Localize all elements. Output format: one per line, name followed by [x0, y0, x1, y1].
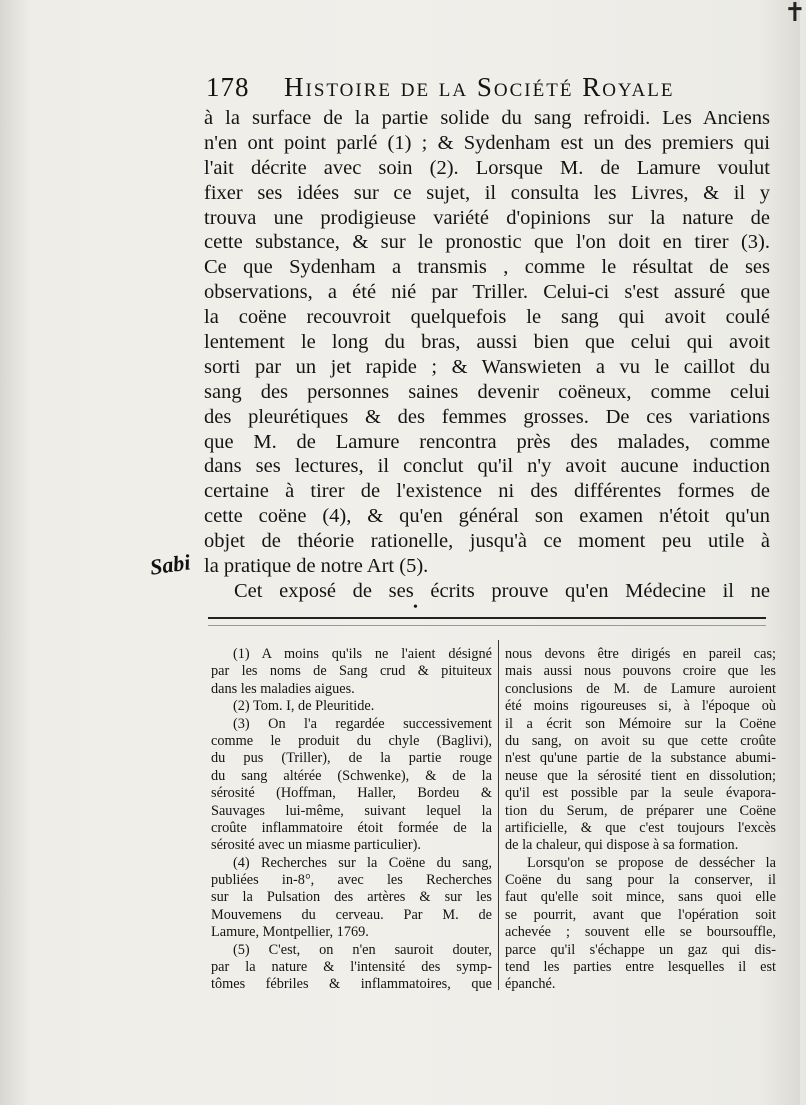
footnotes-left-column	[211, 646, 492, 994]
footnote-rule	[208, 617, 766, 619]
footnote-line: (1) A moins qu'ils ne l'aient désigné	[233, 646, 492, 662]
footnote-line: Mouvemens du cerveau. Par M. de	[211, 906, 492, 923]
text-line: trouva une prodigieuse variété d'opinions sur la nature de	[204, 206, 770, 229]
footnote-line: faut qu'elle soit mince, sans quoi elle	[505, 889, 776, 906]
footnote-line: mais aussi nous pouvons croire que les	[505, 663, 776, 680]
footnote-line: (2) Tom. I, de Pleuritide.	[233, 698, 375, 715]
text-line: que M. de Lamure rencontra près des malades, comme	[204, 430, 770, 453]
text-line: cette coëne (4), & qu'en général son examen n'étoit qu'un	[204, 505, 770, 528]
text-line: objet de théorie rationelle, jusqu'à ce moment peu utile à	[204, 530, 770, 553]
page-header	[206, 72, 766, 106]
footnote-line: sur la Pulsation des artères & sur les	[211, 889, 492, 906]
corner-mark: ✝	[784, 0, 806, 27]
footnote-line: artificielle, & que c'est toujours l'excès	[505, 819, 776, 836]
footnote-line: tend les parties entre lesquelles il est	[505, 959, 776, 976]
text-line: l'ait décrite avec soin (2). Lorsque M. de Lamure voulut	[204, 156, 770, 179]
text-line: des pleurétiques & des femmes grosses. De ces variations	[204, 405, 770, 428]
text-line: n'en ont point parlé (1) ; & Sydenham est un des premiers qui	[204, 131, 770, 154]
footnote-line: publiées in-8°, avec les Recherches	[211, 872, 492, 889]
footnote-line: conclusions de M. de Lamure auroient	[505, 680, 776, 697]
ink-dot: •	[413, 600, 418, 615]
footnote-line: Coëne du sang pour la conserver, il	[505, 872, 776, 889]
footnote-line: tion du Serum, de préparer une Coëne	[505, 802, 776, 819]
column-divider	[498, 640, 499, 990]
footnote-rule-secondary	[208, 625, 766, 626]
footnote-line: sérosité avec un miasme particulier).	[211, 837, 421, 854]
footnote-line: croûte inflammatoire étoit formée de la	[211, 819, 492, 836]
footnote-line: tômes fébriles & inflammatoires, que	[211, 976, 492, 993]
text-line: Cet exposé de ses écrits prouve qu'en Médecine il ne	[234, 579, 770, 602]
text-line: cette substance, & sur le pronostic que l'on doit en tirer (3).	[204, 231, 770, 254]
page-number: 178	[206, 72, 250, 102]
footnote-line: Lorsqu'on se propose de dessécher la	[527, 854, 776, 871]
footnote-line: se pourrit, avant que l'opération soit	[505, 906, 776, 923]
footnote-line: du sang, on avoit su que cette croûte	[505, 732, 776, 749]
text-line: la coëne recouvroit quelquefois le sang qui avoit coulé	[204, 306, 770, 329]
text-line: lentement le long du bras, aussi bien que celui qui avoit	[204, 331, 770, 354]
footnote-line: sérosité (Hoffman, Haller, Bordeu &	[211, 785, 492, 802]
text-line: observations, a été nié par Triller. Celui-ci s'est assuré que	[204, 281, 770, 304]
footnote-line: qu'il est possible par la seule évapora-	[505, 785, 776, 802]
footnote-line: (4) Recherches sur la Coëne du sang,	[233, 854, 492, 871]
footnote-line: dans les maladies aigues.	[211, 680, 355, 697]
text-line: fixer ses idées sur ce sujet, il consulta les Livres, & il y	[204, 181, 770, 204]
footnote-line: du sang altérée (Schwenke), & de la	[211, 767, 492, 784]
text-line: sang des personnes saines devenir coëneux, comme celui	[204, 380, 770, 403]
footnote-line: du pus (Triller), de la partie rouge	[211, 750, 492, 767]
text-line: à la surface de la partie solide du sang refroidi. Les Anciens	[204, 107, 770, 129]
footnote-line: neuse que la sérosité tient en dissolution;	[505, 767, 776, 784]
footnote-line: de la chaleur, qui dispose à sa formation.	[505, 837, 739, 854]
footnote-line: épanché.	[505, 976, 556, 993]
main-text	[204, 106, 770, 604]
footnote-line: il a écrit son Mémoire sur la Coëne	[505, 715, 776, 732]
text-line: sorti par un jet rapide ; & Wanswieten a vu le caillot du	[204, 355, 770, 378]
footnotes-right-column	[505, 646, 776, 994]
text-line: dans ses lectures, il conclut qu'il n'y avoit aucune induction	[204, 455, 770, 478]
footnote-line: parce qu'il s'échappe un gaz qui dis-	[505, 941, 776, 958]
footnote-line: achevée ; souvent elle se boursouffle,	[505, 924, 776, 941]
footnote-line: Lamure, Montpellier, 1769.	[211, 924, 369, 941]
footnote-line: n'est qu'une partie de la substance abumi-	[505, 750, 776, 767]
footnote-line: par les noms de Sang crud & pituiteux	[211, 663, 492, 680]
footnote-line: (5) C'est, on n'en sauroit douter,	[233, 941, 492, 958]
margin-annotation: Sabi	[148, 549, 192, 580]
footnote-line: par la nature & l'intensité des symp-	[211, 959, 492, 976]
footnote-line: été moins rigoureuses si, à l'époque où	[505, 698, 776, 715]
footnote-line: nous devons être dirigés en pareil cas;	[505, 646, 776, 662]
footnote-line: (3) On l'a regardée successivement	[233, 715, 492, 732]
footnote-line: comme le produit du chyle (Baglivi),	[211, 732, 492, 749]
text-line: certaine à tirer de l'existence ni des différentes formes de	[204, 480, 770, 503]
footnote-line: Sauvages lui-même, suivant lequel la	[211, 802, 492, 819]
running-head: Histoire de la Société Royale	[284, 72, 675, 102]
text-line: Ce que Sydenham a transmis , comme le résultat de ses	[204, 256, 770, 279]
text-line: la pratique de notre Art (5).	[204, 555, 429, 578]
